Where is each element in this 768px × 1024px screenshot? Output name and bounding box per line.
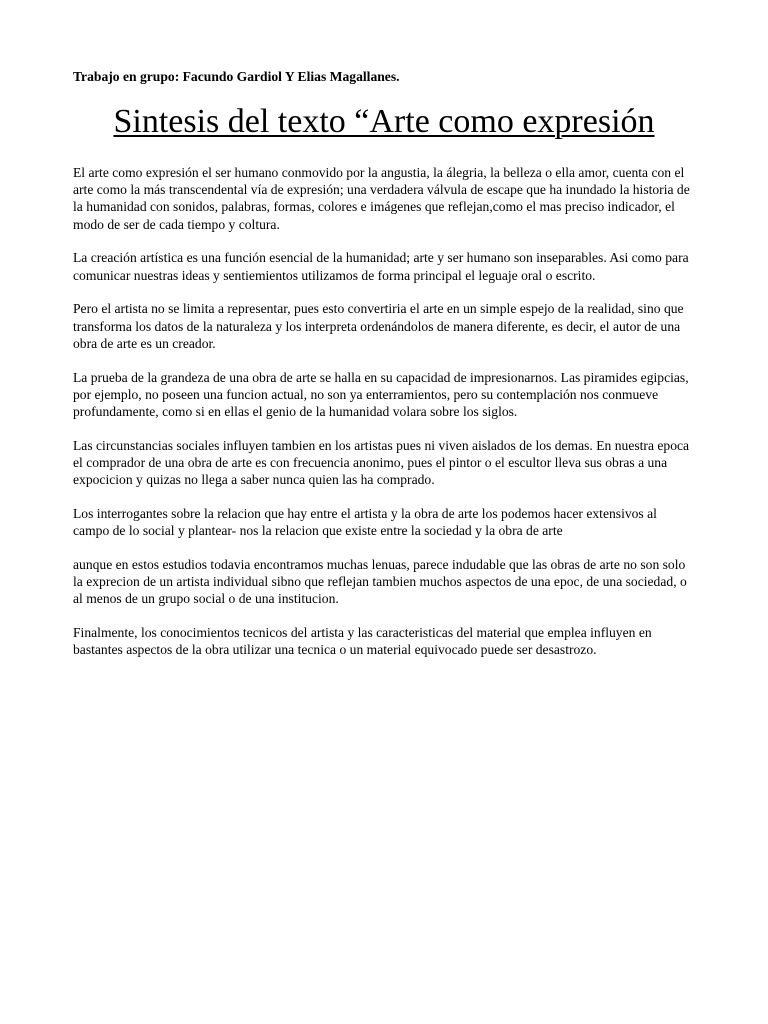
authors-line: Trabajo en grupo: Facundo Gardiol Y Elias Magallanes. bbox=[73, 69, 400, 84]
document-page bbox=[73, 68, 695, 675]
paragraph: La prueba de la grandeza de una obra de arte se halla en su capacidad de impresionarnos. Las piramides egipcias, por ejemplo, no poseen una funcion actual, no son ya enterramientos, pero su contemplación nos conmueve profundamente, como si en ellas el genio de la humanidad volara sobre los siglos. bbox=[73, 369, 689, 420]
paragraph: El arte como expresión el ser humano conmovido por la angustia, la álegria, la belleza o ella amor, cuenta con el arte como la más transcendental vía de expresión; una verdadera válvula de escape que ha inundado la historia de la humanidad con sonidos, palabras, formas, colores e imágenes que reflejan,como el mas preciso indicador, el modo de ser de cada tiempo y coltura. bbox=[73, 165, 690, 232]
paragraph: Finalmente, los conocimientos tecnicos del artista y las caracteristicas del material que emplea influyen en bastantes aspectos de la obra utilizar una tecnica o un material equivocado puede ser desastrozo. bbox=[73, 625, 652, 658]
document-body bbox=[73, 164, 695, 659]
document-title: Sintesis del texto “Arte como expresión bbox=[113, 103, 655, 140]
paragraph: Las circunstancias sociales influyen tambien en los artistas pues ni viven aislados de los demas. En nuestra epoca el comprador de una obra de arte es con frecuencia anonimo, pues el pintor o el escultor lleva sus obras a una expocicion y quizas no llega a saber nunca quien las ha comprado. bbox=[73, 437, 690, 488]
paragraph: Los interrogantes sobre la relacion que hay entre el artista y la obra de arte los podemos hacer extensivos al campo de lo social y plantear- nos la relacion que existe entre la sociedad y la obra de arte bbox=[73, 506, 657, 539]
paragraph: La creación artística es una función esencial de la humanidad; arte y ser humano son inseparables. Asi como para comunicar nuestras ideas y sentiemientos utilizamos de forma principal el leguaje oral o escrito. bbox=[73, 250, 689, 283]
paragraph: Pero el artista no se limita a representar, pues esto convertiria el arte en un simple espejo de la realidad, sino que transforma los datos de la naturaleza y los interpreta ordenándolos de manera diferente, es decir, el autor de una obra de arte es un creador. bbox=[73, 301, 684, 351]
paragraph: aunque en estos estudios todavia encontramos muchas lenuas, parece indudable que las obras de arte no son solo la exprecion de un artista individual sibno que reflejan tambien muchos aspectos de una epoc, de una sociedad, o al menos de un grupo social o de una institucion. bbox=[73, 557, 687, 607]
